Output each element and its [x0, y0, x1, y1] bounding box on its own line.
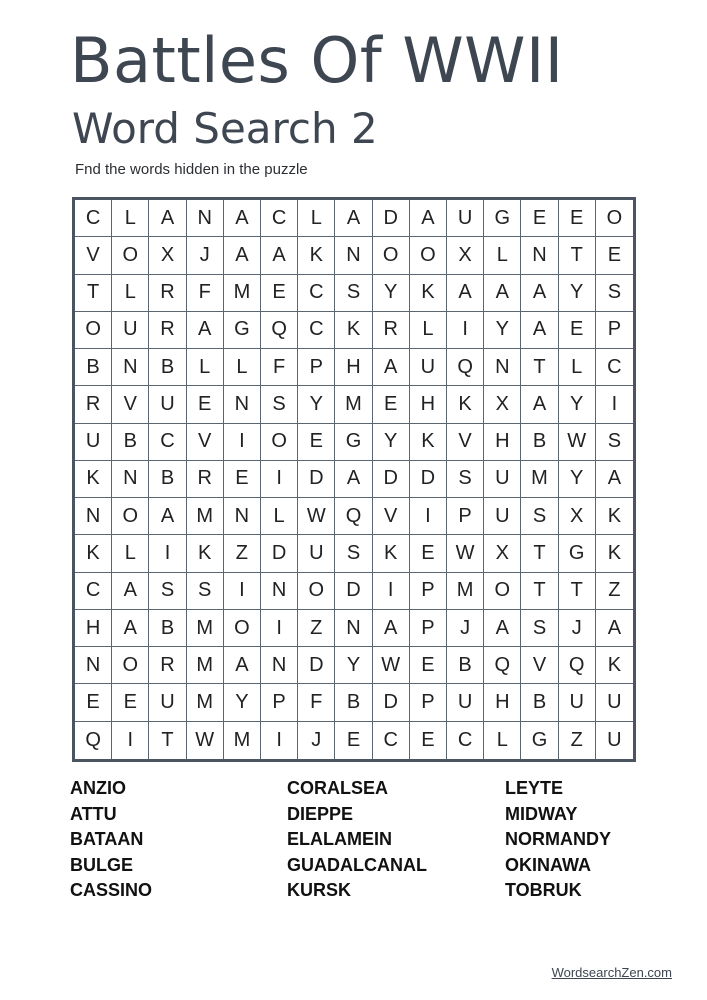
- grid-cell: A: [484, 275, 521, 312]
- grid-cell: Y: [559, 461, 596, 498]
- grid-cell: U: [75, 424, 112, 461]
- grid-cell: D: [373, 684, 410, 721]
- site-credit-link[interactable]: WordsearchZen.com: [551, 965, 672, 980]
- grid-cell: O: [112, 647, 149, 684]
- grid-cell: F: [261, 349, 298, 386]
- grid-cell: K: [596, 647, 633, 684]
- grid-cell: B: [521, 684, 558, 721]
- grid-cell: S: [335, 535, 372, 572]
- grid-cell: Y: [484, 312, 521, 349]
- grid-cell: S: [596, 275, 633, 312]
- grid-cell: B: [521, 424, 558, 461]
- grid-cell: E: [298, 424, 335, 461]
- grid-cell: S: [335, 275, 372, 312]
- grid-cell: A: [261, 237, 298, 274]
- grid-cell: T: [521, 535, 558, 572]
- grid-cell: Y: [373, 275, 410, 312]
- grid-cell: E: [410, 722, 447, 759]
- word-list-item: LEYTE: [505, 778, 564, 798]
- grid-cell: C: [298, 275, 335, 312]
- grid-cell: K: [410, 424, 447, 461]
- grid-cell: C: [261, 200, 298, 237]
- grid-cell: L: [261, 498, 298, 535]
- grid-cell: B: [149, 610, 186, 647]
- grid-cell: I: [112, 722, 149, 759]
- grid-cell: O: [298, 573, 335, 610]
- grid-cell: W: [187, 722, 224, 759]
- grid-cell: A: [335, 200, 372, 237]
- grid-cell: N: [112, 349, 149, 386]
- grid-cell: A: [149, 200, 186, 237]
- grid-cell: V: [187, 424, 224, 461]
- grid-cell: E: [112, 684, 149, 721]
- grid-cell: J: [559, 610, 596, 647]
- grid-cell: Q: [447, 349, 484, 386]
- grid-cell: M: [224, 275, 261, 312]
- grid-cell: A: [224, 200, 261, 237]
- grid-cell: F: [298, 684, 335, 721]
- grid-cell: Q: [75, 722, 112, 759]
- grid-cell: T: [75, 275, 112, 312]
- grid-cell: X: [484, 535, 521, 572]
- grid-cell: Z: [298, 610, 335, 647]
- grid-cell: X: [559, 498, 596, 535]
- grid-cell: N: [521, 237, 558, 274]
- puzzle-grid: [75, 200, 633, 759]
- grid-cell: Q: [335, 498, 372, 535]
- grid-cell: U: [298, 535, 335, 572]
- grid-cell: O: [112, 498, 149, 535]
- word-list-item: MIDWAY: [505, 803, 578, 824]
- grid-cell: Z: [224, 535, 261, 572]
- grid-cell: C: [75, 200, 112, 237]
- grid-cell: I: [596, 386, 633, 423]
- grid-cell: F: [187, 275, 224, 312]
- word-list-item: KURSK: [287, 880, 352, 901]
- grid-cell: G: [335, 424, 372, 461]
- grid-cell: G: [521, 722, 558, 759]
- grid-cell: V: [112, 386, 149, 423]
- grid-cell: U: [149, 386, 186, 423]
- grid-cell: D: [298, 647, 335, 684]
- word-list-item: DIEPPE: [287, 803, 354, 824]
- grid-cell: P: [261, 684, 298, 721]
- grid-cell: E: [335, 722, 372, 759]
- grid-cell: Z: [559, 722, 596, 759]
- grid-cell: E: [410, 535, 447, 572]
- grid-cell: A: [224, 237, 261, 274]
- grid-cell: S: [447, 461, 484, 498]
- grid-cell: S: [261, 386, 298, 423]
- grid-cell: B: [149, 349, 186, 386]
- grid-cell: K: [447, 386, 484, 423]
- grid-cell: P: [298, 349, 335, 386]
- grid-cell: U: [112, 312, 149, 349]
- grid-cell: U: [607, 728, 622, 751]
- grid-cell: M: [187, 498, 224, 535]
- grid-cell: E: [596, 237, 633, 274]
- grid-cell: P: [410, 684, 447, 721]
- grid-cell: E: [521, 200, 558, 237]
- grid-cell: S: [521, 610, 558, 647]
- word-list-item: GUADALCANAL: [287, 854, 427, 875]
- grid-cell: C: [149, 424, 186, 461]
- page-title: Battles Of WWII: [70, 24, 564, 97]
- grid-cell: E: [559, 200, 596, 237]
- grid-cell: A: [373, 610, 410, 647]
- grid-cell: A: [521, 275, 558, 312]
- grid-cell: D: [373, 200, 410, 237]
- grid-cell: J: [187, 237, 224, 274]
- puzzle-grid-frame: [72, 197, 636, 762]
- grid-cell: R: [373, 312, 410, 349]
- grid-cell: P: [410, 573, 447, 610]
- grid-cell: M: [187, 647, 224, 684]
- grid-cell: C: [298, 312, 335, 349]
- grid-cell: I: [410, 498, 447, 535]
- grid-cell: W: [447, 535, 484, 572]
- grid-cell: U: [149, 684, 186, 721]
- grid-cell: G: [484, 200, 521, 237]
- grid-cell: I: [261, 461, 298, 498]
- grid-cell: W: [559, 424, 596, 461]
- grid-cell: O: [373, 237, 410, 274]
- grid-cell: U: [484, 498, 521, 535]
- grid-cell: V: [447, 424, 484, 461]
- grid-cell: B: [112, 424, 149, 461]
- grid-cell: V: [373, 498, 410, 535]
- grid-cell: H: [484, 684, 521, 721]
- grid-cell: B: [149, 461, 186, 498]
- grid-cell: A: [410, 200, 447, 237]
- grid-cell: M: [335, 386, 372, 423]
- grid-cell: L: [224, 349, 261, 386]
- grid-cell: K: [373, 535, 410, 572]
- grid-cell: C: [447, 722, 484, 759]
- word-list-item: ELALAMEIN: [287, 829, 392, 850]
- grid-cell: N: [261, 647, 298, 684]
- grid-cell: A: [112, 610, 149, 647]
- grid-cell: H: [335, 349, 372, 386]
- grid-cell: T: [521, 573, 558, 610]
- grid-cell: H: [484, 424, 521, 461]
- grid-cell: E: [224, 461, 261, 498]
- grid-cell: N: [335, 237, 372, 274]
- grid-cell: G: [559, 535, 596, 572]
- grid-cell: K: [187, 535, 224, 572]
- grid-cell: N: [484, 349, 521, 386]
- grid-cell: E: [373, 386, 410, 423]
- grid-cell: V: [521, 647, 558, 684]
- grid-cell: I: [224, 573, 261, 610]
- page-subtitle: Word Search 2: [72, 104, 378, 153]
- grid-cell: A: [521, 386, 558, 423]
- grid-cell: C: [75, 573, 112, 610]
- grid-cell: H: [75, 610, 112, 647]
- grid-cell: L: [187, 349, 224, 386]
- grid-cell: B: [335, 684, 372, 721]
- grid-cell: R: [149, 312, 186, 349]
- grid-cell: A: [224, 647, 261, 684]
- grid-cell: A: [447, 275, 484, 312]
- grid-cell: E: [410, 647, 447, 684]
- grid-cell: D: [298, 461, 335, 498]
- grid-cell: M: [187, 610, 224, 647]
- grid-cell: R: [75, 386, 112, 423]
- grid-cell: S: [521, 498, 558, 535]
- word-list-item: ANZIO: [70, 778, 126, 798]
- grid-cell: U: [447, 200, 484, 237]
- grid-cell: M: [521, 461, 558, 498]
- grid-cell: Z: [596, 573, 633, 610]
- grid-cell: P: [596, 312, 633, 349]
- grid-cell: D: [261, 535, 298, 572]
- grid-cell: I: [373, 573, 410, 610]
- word-list-item: BULGE: [70, 854, 133, 875]
- grid-cell: Y: [224, 684, 261, 721]
- grid-cell: N: [187, 200, 224, 237]
- grid-cell: R: [187, 461, 224, 498]
- grid-cell: L: [112, 535, 149, 572]
- grid-cell: R: [149, 275, 186, 312]
- grid-cell: U: [410, 349, 447, 386]
- grid-cell: A: [149, 498, 186, 535]
- grid-cell: R: [149, 647, 186, 684]
- grid-cell: W: [298, 498, 335, 535]
- word-list-item: CORALSEA: [287, 778, 389, 798]
- grid-cell: L: [410, 312, 447, 349]
- grid-cell: X: [447, 237, 484, 274]
- word-list-column-3: [505, 776, 611, 904]
- grid-cell: K: [75, 461, 112, 498]
- grid-cell: C: [373, 722, 410, 759]
- grid-cell: K: [410, 275, 447, 312]
- grid-cell: K: [75, 535, 112, 572]
- grid-cell: W: [373, 647, 410, 684]
- grid-cell: X: [484, 386, 521, 423]
- grid-cell: O: [596, 200, 633, 237]
- grid-cell: T: [149, 722, 186, 759]
- word-list-item: OKINAWA: [505, 854, 592, 875]
- grid-cell: A: [335, 461, 372, 498]
- grid-cell: M: [224, 722, 261, 759]
- word-list-item: NORMANDY: [505, 829, 611, 850]
- grid-cell: A: [596, 461, 633, 498]
- grid-cell: E: [75, 684, 112, 721]
- grid-cell: Y: [335, 647, 372, 684]
- grid-cell: G: [224, 312, 261, 349]
- word-list-column-2: [287, 776, 427, 904]
- grid-cell: A: [112, 573, 149, 610]
- grid-cell: H: [410, 386, 447, 423]
- grid-cell: A: [187, 312, 224, 349]
- grid-cell: I: [149, 535, 186, 572]
- grid-cell: K: [596, 498, 633, 535]
- grid-cell: X: [149, 237, 186, 274]
- grid-cell: N: [75, 647, 112, 684]
- grid-cell: I: [447, 312, 484, 349]
- grid-cell: L: [112, 200, 149, 237]
- grid-cell: N: [261, 573, 298, 610]
- grid-cell: B: [75, 349, 112, 386]
- grid-cell: K: [298, 237, 335, 274]
- grid-cell: O: [112, 237, 149, 274]
- grid-cell: A: [373, 349, 410, 386]
- grid-cell: K: [335, 312, 372, 349]
- word-list-item: CASSINO: [70, 880, 153, 901]
- grid-cell: L: [298, 200, 335, 237]
- grid-cell: O: [75, 312, 112, 349]
- grid-cell: J: [447, 610, 484, 647]
- grid-cell: T: [559, 573, 596, 610]
- grid-cell: P: [447, 498, 484, 535]
- grid-cell: M: [447, 573, 484, 610]
- grid-cell: Y: [559, 386, 596, 423]
- grid-cell: L: [484, 237, 521, 274]
- grid-cell: N: [335, 610, 372, 647]
- grid-cell: E: [187, 386, 224, 423]
- grid-cell: J: [298, 722, 335, 759]
- grid-cell: A: [521, 312, 558, 349]
- grid-cell: N: [224, 498, 261, 535]
- word-list-item: BATAAN: [70, 829, 144, 850]
- grid-cell: O: [410, 237, 447, 274]
- grid-cell: S: [187, 573, 224, 610]
- grid-cell: U: [447, 684, 484, 721]
- grid-cell: O: [224, 610, 261, 647]
- grid-cell: I: [261, 722, 298, 759]
- grid-cell: L: [484, 722, 521, 759]
- grid-cell: I: [224, 424, 261, 461]
- grid-cell: U: [596, 684, 633, 721]
- grid-cell: L: [112, 275, 149, 312]
- grid-cell: B: [447, 647, 484, 684]
- instructions: Fnd the words hidden in the puzzle: [75, 161, 308, 178]
- grid-cell: O: [484, 573, 521, 610]
- grid-cell: E: [559, 312, 596, 349]
- grid-cell: Y: [559, 275, 596, 312]
- grid-cell: A: [484, 610, 521, 647]
- grid-cell: D: [373, 461, 410, 498]
- grid-cell: N: [224, 386, 261, 423]
- grid-cell: N: [75, 498, 112, 535]
- grid-cell: T: [521, 349, 558, 386]
- grid-cell: V: [75, 237, 112, 274]
- word-list-column-1: [70, 776, 152, 904]
- grid-cell: E: [261, 275, 298, 312]
- grid-cell: U: [559, 684, 596, 721]
- grid-cell: O: [261, 424, 298, 461]
- grid-cell: K: [596, 535, 633, 572]
- word-list-item: TOBRUK: [505, 880, 582, 901]
- grid-cell: I: [261, 610, 298, 647]
- grid-cell: Q: [484, 647, 521, 684]
- grid-cell: C: [596, 349, 633, 386]
- grid-cell: U: [484, 461, 521, 498]
- grid-cell: Q: [261, 312, 298, 349]
- grid-cell: L: [559, 349, 596, 386]
- grid-cell: M: [187, 684, 224, 721]
- grid-cell: D: [335, 573, 372, 610]
- grid-cell: Y: [298, 386, 335, 423]
- grid-cell: P: [410, 610, 447, 647]
- grid-cell: N: [112, 461, 149, 498]
- grid-cell: D: [410, 461, 447, 498]
- grid-cell: S: [596, 424, 633, 461]
- grid-cell: S: [149, 573, 186, 610]
- grid-cell: T: [559, 237, 596, 274]
- grid-cell: Q: [559, 647, 596, 684]
- grid-cell: A: [596, 610, 633, 647]
- word-list-item: ATTU: [70, 803, 117, 824]
- grid-cell: Y: [373, 424, 410, 461]
